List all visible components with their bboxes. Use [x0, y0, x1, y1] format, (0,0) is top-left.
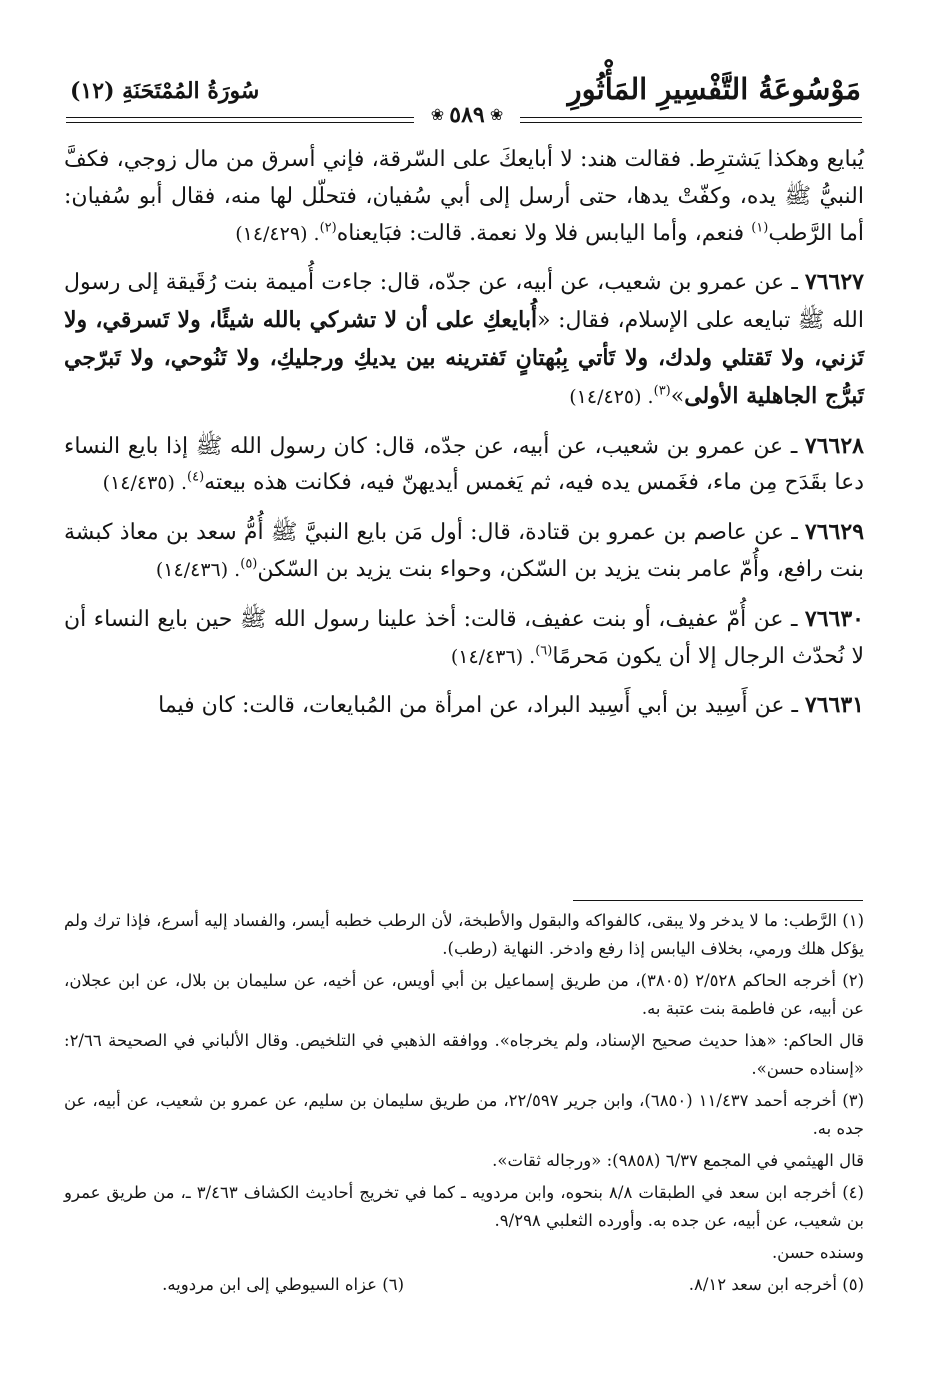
footnote-marker[interactable]: (٤)	[187, 470, 205, 486]
footnote-separator	[573, 900, 863, 901]
footnote-4: (٤) أخرجه ابن سعد في الطبقات ٨/٨ بنحوه، وابن مردويه ـ كما في تخريج أحاديث الكشاف ٣/٤٦٣ ـ، من طريق عمرو بن شعيب، عن أبيه، عن جده به. وأورده الثعلبي ٩/٢٩٨.	[64, 1183, 864, 1230]
book-title: مَوْسُوعَةُ التَّفْسِيرِ المَأْثُورِ	[567, 72, 861, 106]
footnote-4-comment: وسنده حسن.	[771, 1243, 864, 1262]
hadith-number: ٧٦٦٣١	[804, 692, 864, 719]
volume-reference: . (١٤/٤٢٩)	[235, 222, 320, 245]
volume-reference: . (١٤/٤٣٥)	[102, 472, 188, 495]
footnote-row	[64, 1271, 864, 1299]
volume-reference: . (١٤/٤٢٥)	[569, 385, 654, 408]
hadith-number: ٧٦٦٢٧	[804, 269, 864, 296]
ornament-icon: ❀	[489, 105, 504, 124]
volume-reference: . (١٤/٤٣٦)	[450, 645, 536, 668]
hadith-number: ٧٦٦٢٨	[804, 432, 864, 459]
hadith-paragraph: ٧٦٦٣٠ ـ عن أُمّ عفيف، أو بنت عفيف، قالت: أخذ علينا رسول الله ﷺ حين بايع النساء أن لا نُحدّث الرجال إلا أن يكون مَحرمًا$^{(٦)}$. (١٤/٤٣٦)	[64, 605, 864, 669]
footnote-marker[interactable]: (٥)	[240, 556, 258, 572]
footnote-2: (٢) أخرجه الحاكم ٢/٥٢٨ (٣٨٠٥)، من طريق إسماعيل بن أبي أويس، عن أخيه، عن سليمان بن بلال، عن ابن عجلان، عن أبيه، عن فاطمة بنت عتبة به.	[64, 971, 864, 1018]
hadith-paragraph: ٧٦٦٢٧ ـ عن عمرو بن شعيب، عن أبيه، عن جدّه، قال: جاءت أُميمة بنت رُقَيقة إلى رسول الله ﷺ تبايعه على الإسلام، فقال: «أُبايعكِ على أن لا تشركي بالله شيئًا، ولا تَسرقي، ولا تَزني، ولا تَقتلي ولدك، ولا تَأتي بِبُهتانٍ تَفترينه بين يديكِ ورجليكِ، ولا تَنُوحي، ولا تَبرّجي تَبرُّج الجاهلية الأولى»$^{(٣)}$. (١٤/٤٢٥)	[64, 269, 864, 409]
footnote-5: (٥) أخرجه ابن سعد ٨/١٢.	[688, 1275, 864, 1294]
footnote-3-comment: قال الهيثمي في المجمع ٦/٣٧ (٩٨٥٨): «ورجاله ثقات».	[492, 1151, 864, 1170]
footnote-3: (٣) أخرجه أحمد ١١/٤٣٧ (٦٨٥٠)، وابن جرير ٢٢/٥٩٧، من طريق سليمان بن سليم، عن عمرو بن شعيب، عن أبيه، عن جده به.	[64, 1091, 865, 1138]
surah-label: سُورَةُ المُمْتَحَنَةِ (١٢)	[70, 78, 260, 104]
volume-reference: . (١٤/٤٣٦)	[155, 558, 241, 581]
hadith-number: ٧٦٦٣٠	[804, 605, 864, 632]
hadith-paragraph: ٧٦٦٢٩ ـ عن عاصم بن عمرو بن قتادة، قال: أول مَن بايع النبيَّ ﷺ أُمُّ سعد بن معاذ كبشة بنت رافع، وأُمّ عامر بنت يزيد بن السّكن، وحواء بنت يزيد بن السّكن$^{(٥)}$. (١٤/٤٣٦)	[64, 519, 865, 582]
footnote-marker[interactable]: (٢)	[319, 220, 337, 236]
page-number: ٥٨٩	[449, 102, 485, 128]
footnote-marker[interactable]: (٣)	[653, 383, 671, 399]
footnote-2-comment: قال الحاكم: «هذا حديث صحيح الإسناد، ولم يخرجاه». ووافقه الذهبي في التلخيص. وقال الألباني في الصحيحة ٢/٦٦: «إسناده حسن».	[64, 1031, 864, 1078]
paragraph-continuation: يُبايع وهكذا يَشترِط. فقالت هند: لا أبايعكَ على السّرقة، فإني أسرق من مال زوجي، فكفَّ النبيُّ ﷺ يده، وكفّتْ يدها، حتى أرسل إلى أبي سُفيان، فتحلّل لها منه، فقال أبو سُفيان: أما الرَّطب$^{(١)}$ فنعم، وأما اليابس فلا ولا نعمة. قالت: فبَايعناه$^{(٢)}$. (١٤/٤٢٩)	[64, 147, 864, 246]
footnote-marker[interactable]: (١)	[751, 220, 769, 236]
hadith-bold-text: أُبايعكِ على أن لا تشركي بالله شيئًا، ولا تَسرقي، ولا تَزني، ولا تَقتلي ولدك، ولا تَأتي بِبُهتانٍ تَفترينه بين يديكِ ورجليكِ، ولا تَنُوحي، ولا تَبرّجي تَبرُّج الجاهلية الأولى	[64, 307, 864, 409]
hadith-number: ٧٦٦٢٩	[804, 519, 865, 546]
hadith-paragraph: ٧٦٦٢٨ ـ عن عمرو بن شعيب، عن أبيه، عن جدّه، قال: كان رسول الله ﷺ إذا بايع النساء دعا بقَدَح مِن ماء، فغَمس يده فيه، ثم يَغمس أيديهنّ فيه، فكانت هذه بيعته$^{(٤)}$. (١٤/٤٣٥)	[64, 432, 864, 496]
ornament-icon: ❀	[430, 105, 445, 124]
hadith-paragraph: ٧٦٦٣١ ـ عن أَسِيد بن أبي أَسِيد البراد، عن امرأة من المُبايعات، قالت: كان فيما	[158, 692, 864, 719]
footnotes	[64, 907, 864, 1299]
main-text	[64, 142, 864, 737]
footnote-marker[interactable]: (٦)	[535, 643, 553, 659]
footnote-1: (١) الرَّطب: ما لا يدخر ولا يبقى، كالفواكه والبقول والأطبخة، لأن الرطب خطبه أيسر، والفساد إليه أسرع، فإذا ترك ولم يؤكل هلك ورمي، بخلاف اليابس إذا رفع وادخر. النهاية (رطب).	[64, 911, 864, 958]
footnote-6: (٦) عزاه السيوطي إلى ابن مردويه.	[162, 1275, 404, 1294]
page-number-box	[414, 100, 520, 130]
